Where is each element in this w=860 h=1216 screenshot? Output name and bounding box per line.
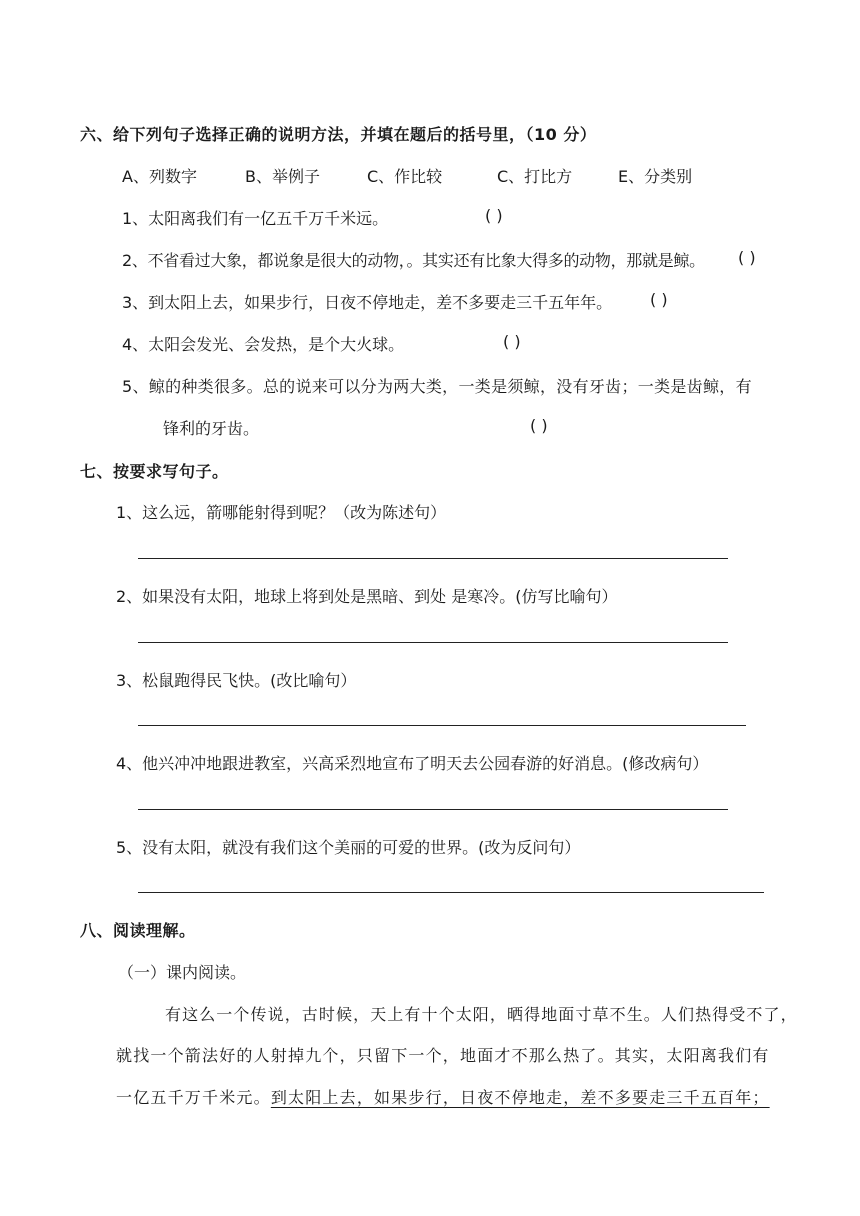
reading-line-3 (116, 1085, 784, 1108)
option-e: E、分类别 (618, 167, 693, 186)
s7-question-1: 1、这么远，箭哪能射得到呢？（改为陈述句） (116, 503, 447, 522)
s6-answer-paren-4[interactable]: ( ) (503, 332, 521, 351)
s6-question-5-continuation: 锋利的牙齿。 (163, 419, 260, 438)
option-b: B、举例子 (245, 167, 320, 186)
reading-line-2: 就找一个箭法好的人射掉九个，只留下一个，地面才不那么热了。其实，太阳离我们有 (116, 1046, 770, 1065)
section-7-title: 七、按要求写句子。 (80, 462, 229, 481)
s7-question-4: 4、他兴冲冲地跟进教室，兴高采烈地宣布了明天去公园春游的好消息。(修改病句） (116, 754, 709, 773)
s7-answer-line-4[interactable] (138, 809, 728, 810)
option-c: C、作比较 (367, 167, 443, 186)
s7-question-5: 5、没有太阳，就没有我们这个美丽的可爱的世界。(改为反问句） (116, 838, 581, 857)
s7-answer-line-2[interactable] (138, 642, 728, 643)
s7-answer-line-1[interactable] (138, 558, 728, 559)
reading-line-1: 有这么一个传说，古时候，天上有十个太阳，晒得地面寸草不生。人们热得受不了， (165, 1005, 798, 1024)
option-c2: C、打比方 (497, 167, 573, 186)
s6-answer-paren-5[interactable]: ( ) (530, 416, 548, 435)
s7-answer-line-3[interactable] (138, 725, 746, 726)
option-a: A、列数字 (122, 167, 197, 186)
section-8-subtitle: （一）课内阅读。 (118, 963, 247, 982)
s6-answer-paren-1[interactable]: ( ) (485, 206, 503, 225)
s7-question-2: 2、如果没有太阳，地球上将到处是黑暗、到处 是寒冷。(仿写比喻句） (116, 587, 618, 606)
s6-question-5: 5、鲸的种类很多。总的说来可以分为两大类，一类是须鲸，没有牙齿；一类是齿鲸，有 (122, 377, 752, 396)
section-8-title: 八、阅读理解。 (80, 921, 196, 940)
s6-answer-paren-3[interactable]: ( ) (650, 290, 668, 309)
section-6-title: 六、给下列句子选择正确的说明方法，并填在题后的括号里，（10 分） (80, 125, 597, 144)
reading-line-3-underlined: 到太阳上去，如果步行，日夜不停地走，差不多要走三千五百年； (270, 1088, 770, 1107)
s6-question-3: 3、到太阳上去，如果步行，日夜不停地走，差不多要走三千五年年。 (122, 293, 613, 312)
s6-answer-paren-2[interactable]: ( ) (738, 248, 756, 267)
s7-question-3: 3、松鼠跑得民飞快。(改比喻句） (116, 671, 357, 690)
s6-question-2: 2、不省看过大象，都说象是很大的动物，。其实还有比象大得多的动物，那就是鲸。 (122, 251, 705, 270)
s7-answer-line-5[interactable] (138, 892, 764, 893)
s6-question-1: 1、太阳离我们有一亿五千万千米远。 (122, 209, 389, 228)
s6-question-4: 4、太阳会发光、会发热，是个大火球。 (122, 335, 405, 354)
reading-line-3-plain: 一亿五千万千米元。 (116, 1088, 271, 1107)
